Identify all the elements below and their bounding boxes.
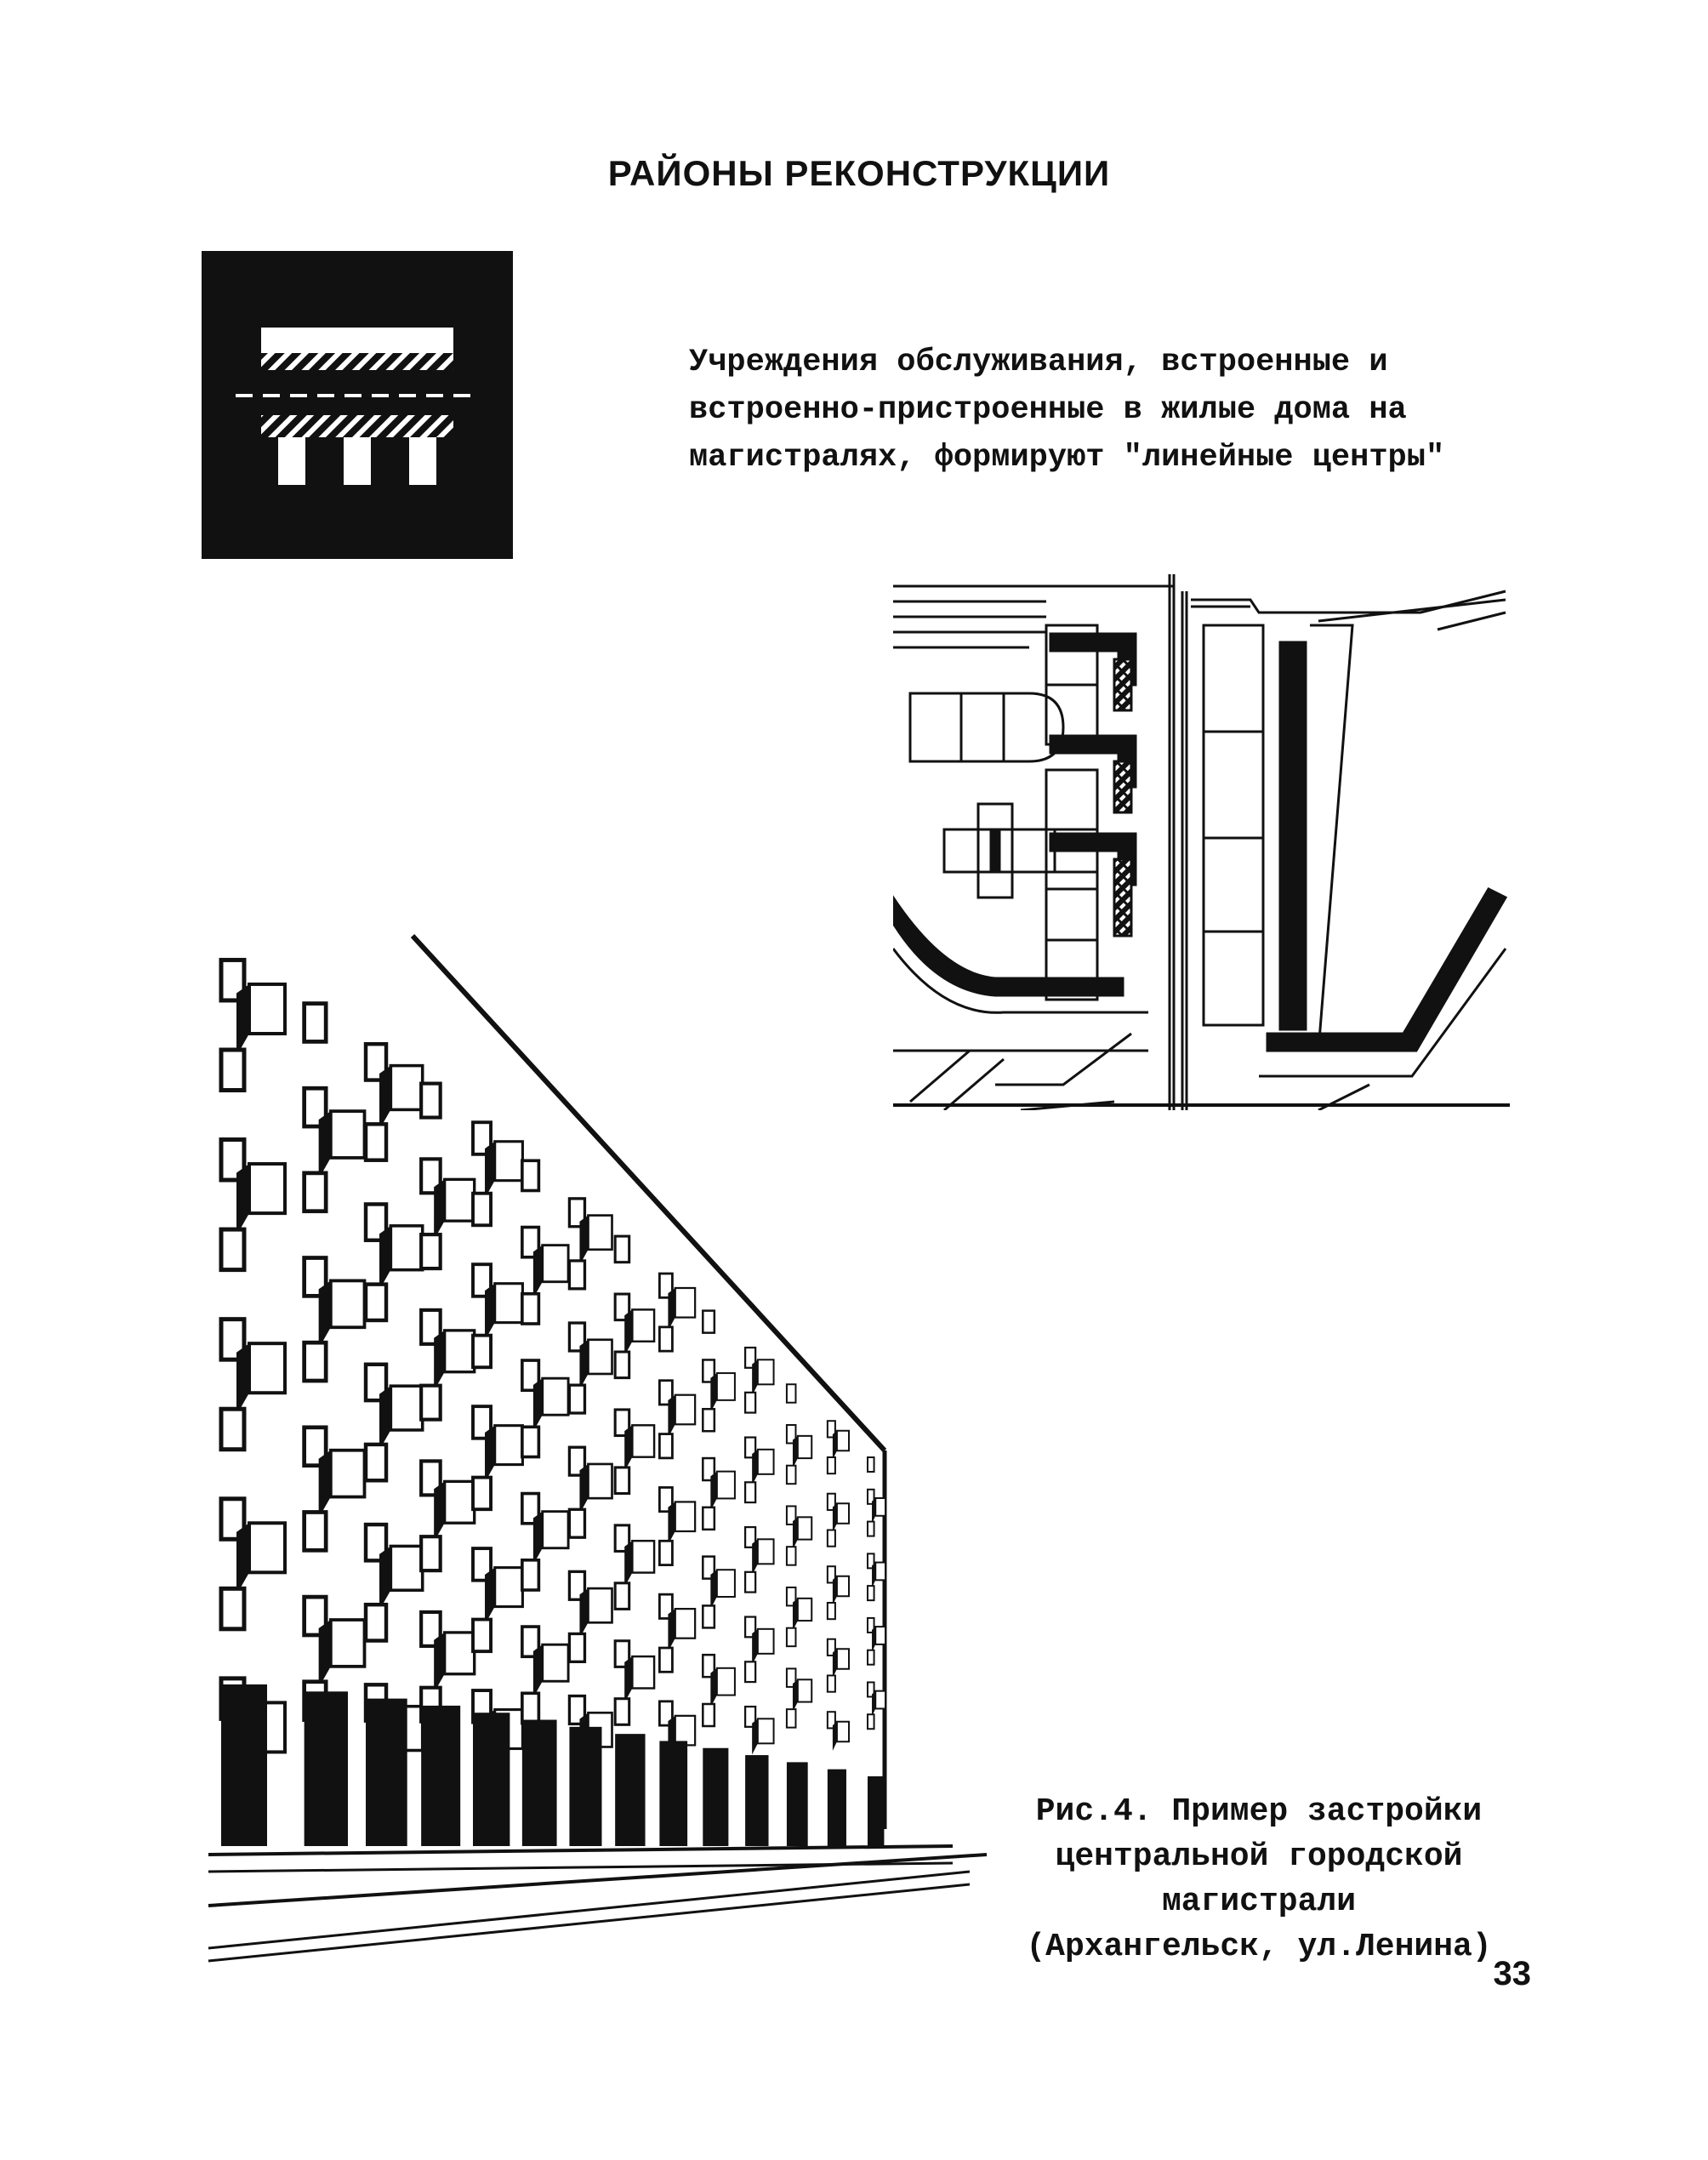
caption-line: магистрали (1161, 1884, 1357, 1920)
caption-line: Рис.4. Пример застройки (1035, 1793, 1483, 1830)
residential-facade-perspective (204, 927, 1004, 1974)
page-title: РАЙОНЫ РЕКОНСТРУКЦИИ (607, 153, 1111, 193)
caption-line: центральной городской (1055, 1838, 1463, 1875)
intro-line: магистралях, формируют "линейные центры" (689, 440, 1445, 476)
figure-caption (1004, 1789, 1514, 1969)
intro-text (689, 339, 1489, 482)
caption-line: (Архангельск, ул.Ленина) (1026, 1929, 1492, 1965)
building-frontage-pictogram (202, 251, 513, 559)
intro-line: встроенно-пристроенные в жилые дома на (689, 392, 1407, 428)
intro-line: Учреждения обслуживания, встроенные и (689, 345, 1388, 380)
page-number: 33 (1493, 1955, 1531, 1992)
